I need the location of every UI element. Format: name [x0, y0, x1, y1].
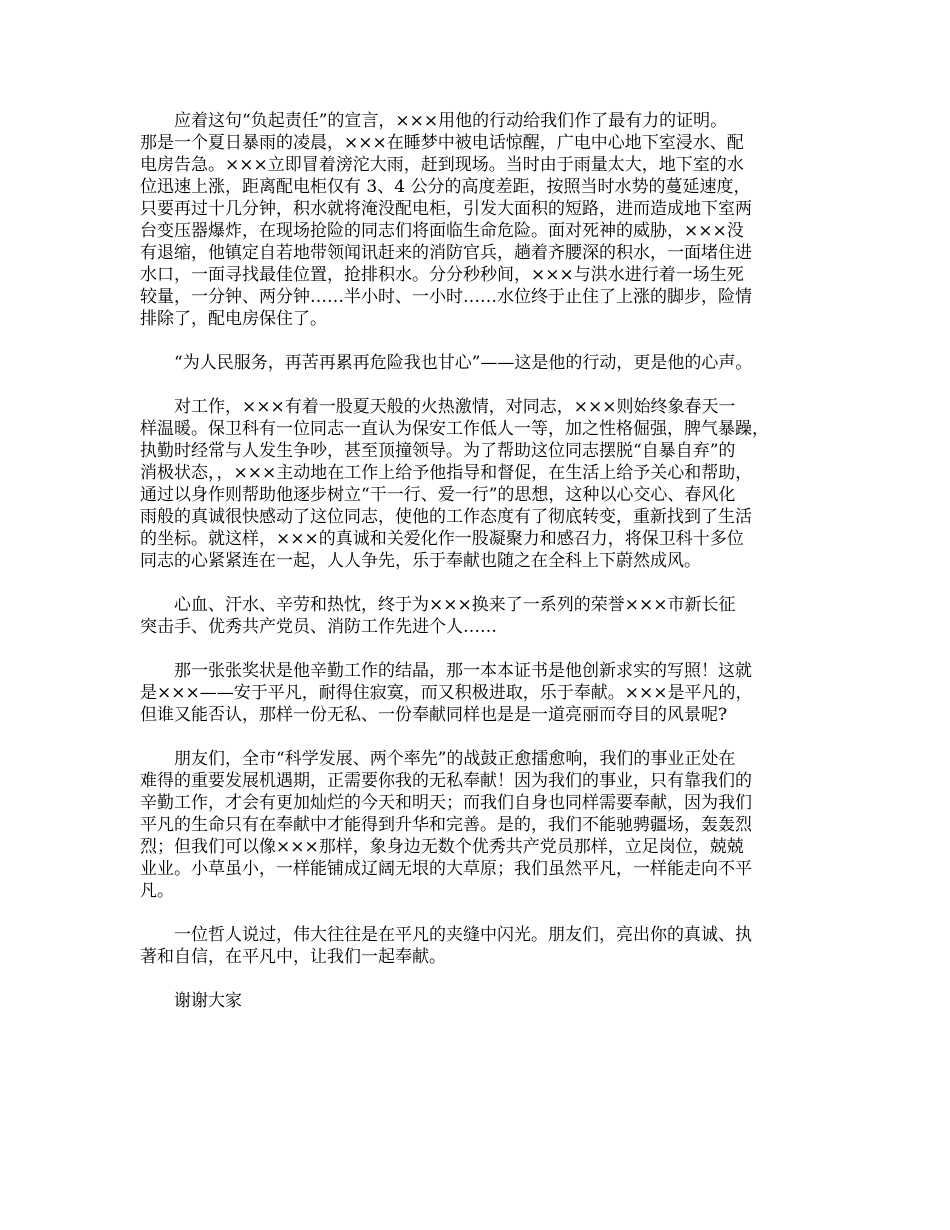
closing-paragraph — [140, 990, 820, 1012]
text-line: 烈；但我们可以像×××那样，象身边无数个优秀共产党员那样，立足岗位，兢兢 — [140, 837, 744, 857]
paragraph-6 — [140, 748, 820, 902]
text-line: 样温暖。保卫科有一位同志一直认为保安工作低人一等，加之性格倔强，脾气暴躁， — [140, 419, 769, 439]
text-line: 水口，一面寻找最佳位置，抢排积水。分分秒秒间，×××与洪水进行着一场生死 — [140, 265, 744, 285]
paragraph-5 — [140, 660, 820, 726]
text-line: 通过以身作则帮助他逐步树立“干一行、爱一行”的思想，这种以心交心、春风化 — [140, 485, 736, 505]
paragraph-4 — [140, 594, 820, 638]
text-line: 同志的心紧紧连在一起，人人争先，乐于奉献也随之在全科上下蔚然成风。 — [140, 551, 701, 571]
text-line: 辛勤工作，才会有更加灿烂的今天和明天；而我们自身也同样需要奉献，因为我们 — [140, 793, 752, 813]
paragraph-3 — [140, 396, 820, 572]
text-line: “为人民服务，再苦再累再危险我也甘心”——这是他的行动，更是他的心声。 — [174, 353, 753, 373]
text-line: 那一张张奖状是他辛勤工作的结晶，那一本本证书是他创新求实的写照！这就 — [174, 661, 752, 681]
text-line: 位迅速上涨，距离配电柜仅有 3、4 公分的高度差距，按照当时水势的蔓延速度， — [140, 177, 751, 197]
text-line: 排除了，配电房保住了。 — [140, 309, 327, 329]
paragraph-2 — [140, 352, 820, 374]
text-line: 有退缩，他镇定自若地带领闻讯赶来的消防官兵，趟着齐腰深的积水，一面堵住进 — [140, 243, 752, 263]
text-line: 较量，一分钟、两分钟……半小时、一小时……水位终于止住了上涨的脚步，险情 — [140, 287, 752, 307]
text-line: 只要再过十几分钟，积水就将淹没配电柜，引发大面积的短路，进而造成地下室两 — [140, 199, 752, 219]
text-line: 业业。小草虽小，一样能铺成辽阔无垠的大草原；我们虽然平凡，一样能走向不平 — [140, 859, 752, 879]
text-line: 凡。 — [140, 881, 174, 901]
text-line: 一位哲人说过，伟大往往是在平凡的夹缝中闪光。朋友们，亮出你的真诚、执 — [174, 925, 752, 945]
text-line: 那是一个夏日暴雨的凌晨，×××在睡梦中被电话惊醒，广电中心地下室浸水、配 — [140, 133, 744, 153]
text-line: 雨般的真诚很快感动了这位同志，使他的工作态度有了彻底转变，重新找到了生活 — [140, 507, 752, 527]
text-line: 对工作，×××有着一股夏天般的火热激情，对同志，×××则始终象春天一 — [174, 397, 736, 417]
text-line: 电房告急。×××立即冒着滂沱大雨，赶到现场。当时由于雨量太大，地下室的水 — [140, 155, 744, 175]
text-line: 平凡的生命只有在奉献中才能得到升华和完善。是的，我们不能驰骋疆场，轰轰烈 — [140, 815, 752, 835]
text-line: 突击手、优秀共产党员、消防工作先进个人…… — [140, 617, 497, 637]
text-line: 消极状态，，×××主动地在工作上给予他指导和督促，在生活上给予关心和帮助， — [140, 463, 753, 483]
text-line: 朋友们，全市“科学发展、两个率先”的战鼓正愈擂愈响，我们的事业正处在 — [174, 749, 736, 769]
document-body — [140, 110, 820, 1034]
text-line: 台变压器爆炸，在现场抢险的同志们将面临生命危险。面对死神的威胁，×××没 — [140, 221, 744, 241]
closing-line: 谢谢大家 — [174, 991, 242, 1011]
text-line: 难得的重要发展机遇期，正需要你我的无私奉献！因为我们的事业，只有靠我们的 — [140, 771, 752, 791]
text-line: 的坐标。就这样，×××的真诚和关爱化作一股凝聚力和感召力，将保卫科十多位 — [140, 529, 744, 549]
text-line: 是×××——安于平凡，耐得住寂寞，而又积极进取，乐于奉献。×××是平凡的， — [140, 683, 753, 703]
text-line: 应着这句“负起责任”的宣言，×××用他的行动给我们作了最有力的证明。 — [174, 111, 728, 131]
paragraph-1 — [140, 110, 820, 330]
paragraph-7 — [140, 924, 820, 968]
text-line: 但谁又能否认，那样一份无私、一份奉献同样也是是一道亮丽而夺目的风景呢? — [140, 705, 728, 725]
text-line: 著和自信，在平凡中，让我们一起奉献。 — [140, 947, 446, 967]
text-line: 执勤时经常与人发生争吵，甚至顶撞领导。为了帮助这位同志摆脱“自暴自弃”的 — [140, 441, 736, 461]
text-line: 心血、汗水、辛劳和热忱，终于为×××换来了一系列的荣誉×××市新长征 — [174, 595, 736, 615]
